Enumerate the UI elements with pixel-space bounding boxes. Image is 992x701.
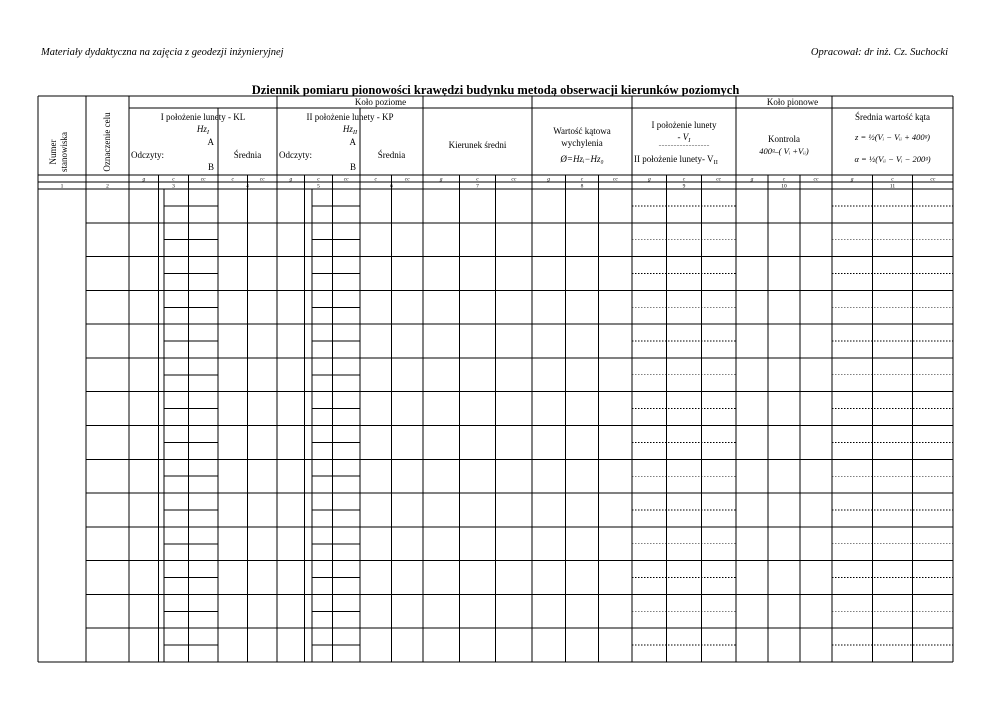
srednia-label: Średnia	[377, 150, 406, 160]
unit-label: g	[647, 176, 651, 183]
unit-label: c	[172, 176, 175, 183]
point-a: A	[207, 137, 214, 147]
unit-label: cc	[259, 176, 265, 183]
unit-label: c	[374, 176, 377, 183]
kl-title: I położenie lunety - KL	[160, 112, 246, 122]
unit-label: g	[547, 176, 551, 183]
deviation-formula: Ø=Hzᵢ−Hz₀	[560, 154, 604, 164]
odczyty-label: Odczyty:	[131, 150, 164, 160]
column-number: 8	[580, 183, 584, 190]
column-number: 4	[246, 183, 249, 190]
unit-label: c	[231, 176, 234, 183]
column-number: 2	[106, 183, 109, 190]
point-a: A	[349, 137, 356, 147]
vertical-i-symbol: - $V_I$	[677, 132, 691, 144]
kp-title: II położenie lunety - KP	[306, 112, 394, 122]
station-label: stanowiska	[59, 132, 69, 172]
unit-label: g	[850, 176, 854, 183]
header-right: Opracował: dr inż. Cz. Suchocki	[810, 47, 948, 58]
kl-sub: $Hz_I$	[196, 124, 210, 136]
column-number: 11	[889, 183, 896, 190]
header-left: Materiały dydaktyczna na zajęcia z geodezji inżynieryjnej	[41, 47, 284, 58]
unit-label: c	[317, 176, 320, 183]
mean-angle-label: Średnia wartość kąta	[855, 112, 930, 122]
vertical-i-label: I położenie lunety	[651, 120, 717, 130]
point-b: B	[349, 162, 356, 172]
unit-label: cc	[200, 176, 206, 183]
unit-label: c	[782, 176, 786, 183]
column-number: 7	[476, 183, 479, 190]
group-vertical: Koło pionowe	[766, 97, 819, 107]
odczyty-label: Odczyty:	[279, 150, 312, 160]
target-label: Oznaczenie celu	[102, 112, 112, 172]
unit-label: cc	[404, 176, 410, 183]
unit-label: g	[289, 176, 293, 183]
unit-label: cc	[343, 176, 349, 183]
column-number: 6	[390, 183, 393, 190]
unit-label: c	[682, 176, 686, 183]
kp-sub: $Hz_{II}$	[342, 124, 358, 136]
unit-label: cc	[813, 176, 819, 183]
kontrola-formula: 400ᵍ–( Vᵢ +Vᵢᵢ)	[759, 146, 809, 156]
unit-label: g	[439, 176, 443, 183]
column-number: 3	[172, 183, 175, 190]
document-title: Dziennik pomiaru pionowości krawędzi budynku metodą obserwacji kierunków poziomych	[251, 83, 740, 97]
deviation-label: wychylenia	[561, 138, 603, 148]
formula-z: z = ½(Vᵢ − Vᵢᵢ + 400ᵍ)	[855, 132, 930, 142]
unit-label: cc	[612, 176, 618, 183]
unit-label: g	[142, 176, 146, 183]
formula-alpha: α = ½(Vᵢᵢ − Vᵢ − 200ᵍ)	[854, 154, 931, 164]
kierunek-label: Kierunek średni	[448, 140, 507, 150]
station-label: Numer	[48, 139, 58, 165]
unit-label: cc	[930, 176, 936, 183]
unit-label: g	[750, 176, 754, 183]
vertical-dots: ..................................	[658, 142, 710, 148]
point-b: B	[207, 162, 214, 172]
unit-label: cc	[511, 176, 517, 183]
column-number: 1	[60, 183, 64, 190]
srednia-label: Średnia	[233, 150, 262, 160]
unit-label: c	[891, 176, 894, 183]
unit-label: c	[580, 176, 584, 183]
column-number: 5	[317, 183, 320, 190]
column-number: 10	[781, 183, 787, 190]
group-horizontal: Koło poziome	[354, 97, 407, 107]
unit-label: cc	[716, 176, 722, 183]
vertical-ii-label: II położenie lunety- $V_{II}$	[634, 154, 718, 166]
deviation-label: Wartość kątowa	[553, 126, 611, 136]
unit-label: c	[476, 176, 479, 183]
column-number: 9	[682, 183, 686, 190]
kontrola-label: Kontrola	[768, 134, 800, 144]
